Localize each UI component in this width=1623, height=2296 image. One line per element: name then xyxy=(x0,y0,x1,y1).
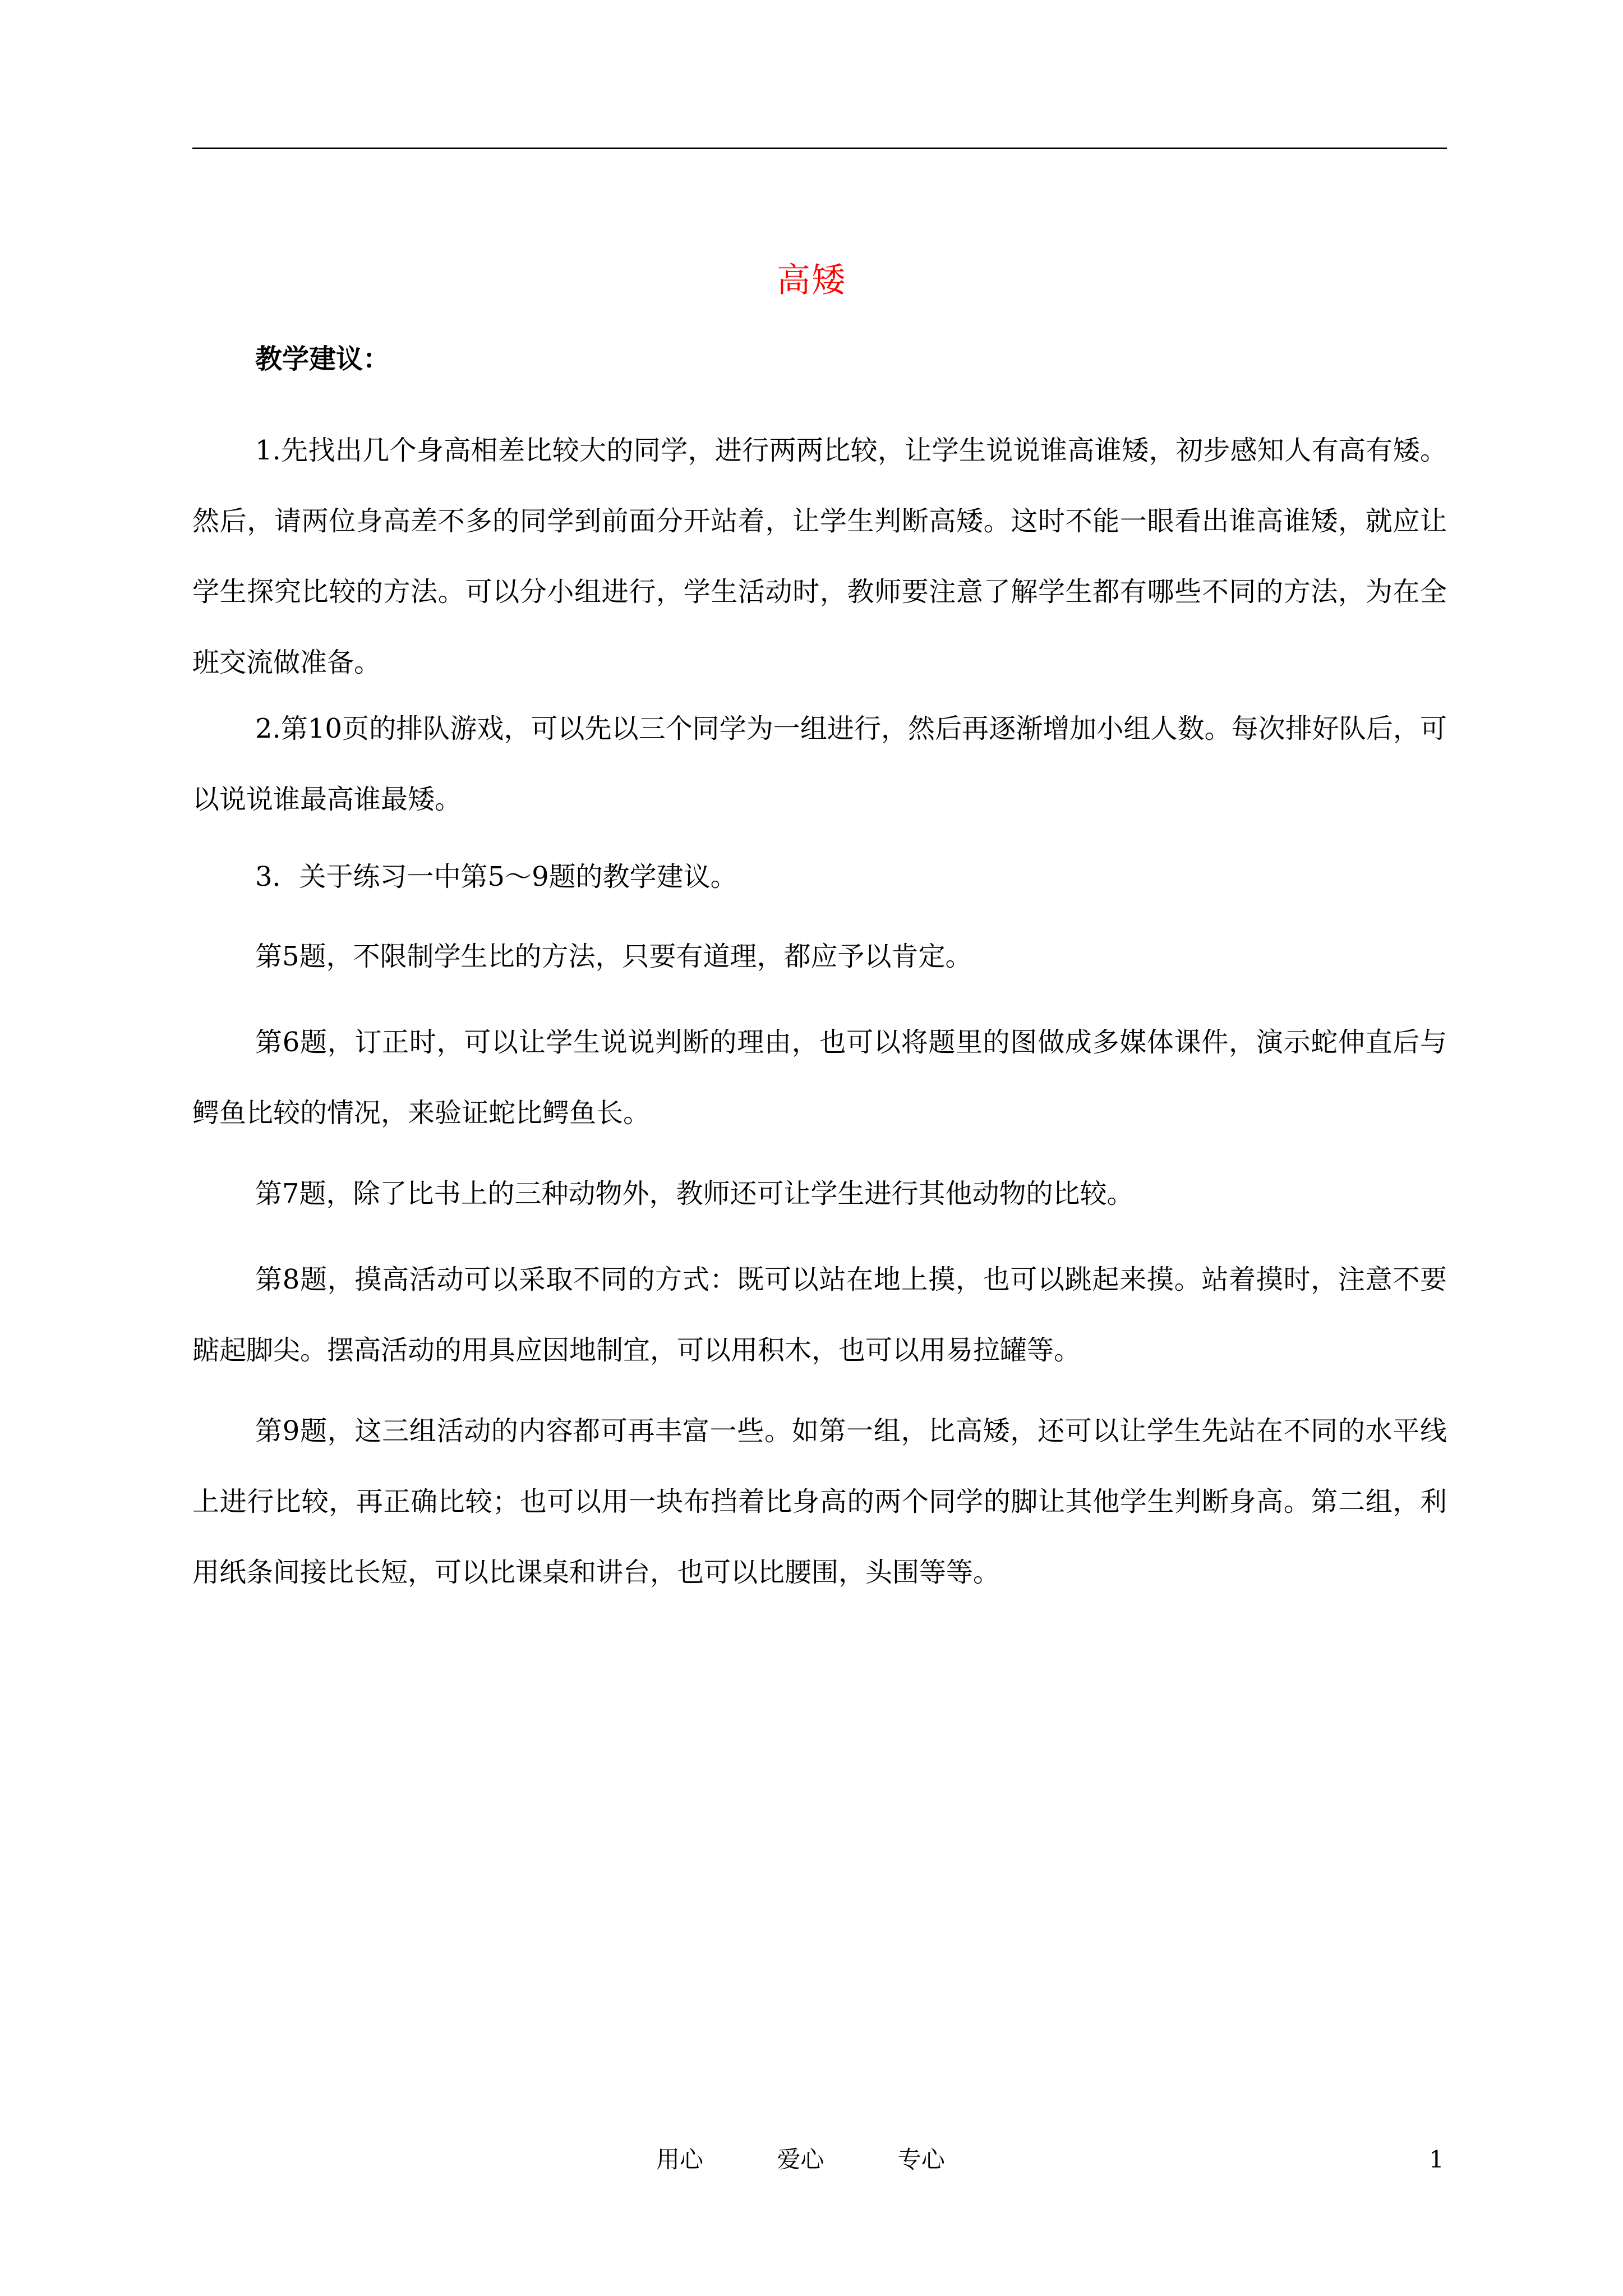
footer-motto-item: 爱心 xyxy=(777,2146,824,2173)
paragraph-6: 第7题，除了比书上的三种动物外，教师还可让学生进行其他动物的比较。 xyxy=(255,1178,1134,1209)
paragraph-5: 第6题，订正时，可以让学生说说判断的理由，也可以将题里的图做成多媒体课件，演示蛇伸直后与鳄鱼比较的情况，来验证蛇比鳄鱼长。 xyxy=(192,1027,1447,1129)
section-heading: 教学建议： xyxy=(255,343,390,375)
paragraph-4: 第5题，不限制学生比的方法，只要有道理，都应予以肯定。 xyxy=(255,941,972,972)
header-rule xyxy=(192,148,1447,149)
page-title: 高矮 xyxy=(777,261,846,301)
paragraph-1: 1.先找出几个身高相差比较大的同学，进行两两比较，让学生说说谁高谁矮，初步感知人有高有矮。然后，请两位身高差不多的同学到前面分开站着，让学生判断高矮。这时不能一眼看出谁高谁矮，就应让学生探究比较的方法。可以分小组进行，学生活动时，教师要注意了解学生都有哪些不同的方法，为在全班交流做准备。 xyxy=(192,435,1447,678)
paragraph-2: 2.第10页的排队游戏，可以先以三个同学为一组进行，然后再逐渐增加小组人数。每次排好队后，可以说说谁最高谁最矮。 xyxy=(192,713,1447,815)
page-number: 1 xyxy=(1429,2146,1444,2173)
footer-motto-item: 用心 xyxy=(656,2146,704,2173)
paragraph-3: 3．关于练习一中第5～9题的教学建议。 xyxy=(255,861,737,892)
footer-motto xyxy=(656,2143,945,2177)
footer-motto-item: 专心 xyxy=(897,2146,945,2173)
paragraph-8: 第9题，这三组活动的内容都可再丰富一些。如第一组，比高矮，还可以让学生先站在不同的水平线上进行比较，再正确比较；也可以用一块布挡着比身高的两个同学的脚让其他学生判断身高。第二组，利用纸条间接比长短，可以比课桌和讲台，也可以比腰围，头围等等。 xyxy=(192,1415,1447,1588)
paragraph-7: 第8题，摸高活动可以采取不同的方式：既可以站在地上摸，也可以跳起来摸。站着摸时，注意不要踮起脚尖。摆高活动的用具应因地制宜，可以用积木，也可以用易拉罐等。 xyxy=(192,1264,1447,1366)
